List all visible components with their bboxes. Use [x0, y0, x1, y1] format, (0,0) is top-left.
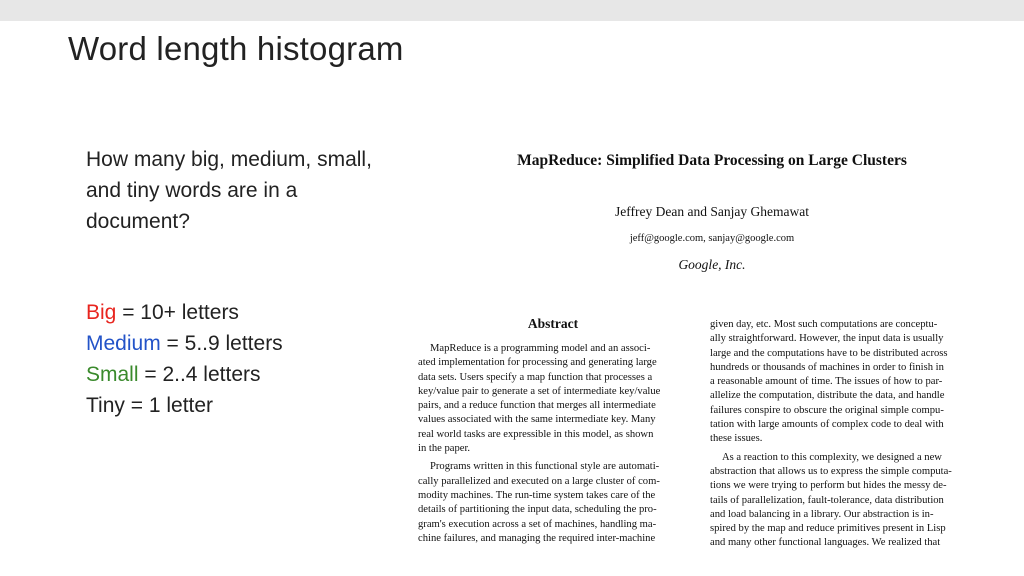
definition-small — [86, 359, 283, 390]
definition-medium-value: = 5..9 letters — [160, 332, 283, 355]
paper-line: large and the computations have to be distributed across — [710, 347, 948, 359]
paper-excerpt-image — [412, 144, 992, 556]
paper-line: abstraction that allows us to express the simple computa- — [710, 465, 952, 477]
paper-emails: jeff@google.com, sanjay@google.com — [629, 233, 795, 244]
paper-line: spired by the map and reduce primitives present in Lisp — [710, 523, 946, 535]
paper-line: ally straightforward. However, the input data is usually — [710, 333, 944, 345]
definition-tiny-value: = 1 letter — [124, 394, 214, 417]
definition-tiny-label: Tiny — [86, 394, 125, 417]
paper-line: modity machines. The run-time system takes care of the — [418, 489, 656, 501]
paper-line: allelize the computation, distribute the data, and handle — [710, 390, 945, 402]
abstract-heading: Abstract — [527, 316, 579, 331]
paper-line: values associated with the same intermediate key. Many — [418, 414, 656, 426]
paper-line: chine failures, and managing the required inter-machine — [418, 532, 656, 544]
paper-line: gram's execution across a set of machines, handling ma- — [418, 518, 657, 530]
size-definitions — [86, 297, 283, 421]
paper-line: and many other functional languages. We realized that — [710, 537, 941, 549]
paper-line: a reasonable amount of time. The issues of how to par- — [710, 376, 943, 388]
definition-small-value: = 2..4 letters — [138, 363, 261, 386]
top-bar — [0, 0, 1024, 21]
paper-line: tails of parallelization, fault-tolerance, data distribution — [710, 494, 944, 506]
paper-line: Programs written in this functional style are automati- — [430, 461, 660, 473]
abstract-right-column — [710, 318, 982, 551]
paper-line: pairs, and a reduce function that merges all intermediate — [418, 400, 656, 412]
paper-title: MapReduce: Simplified Data Processing on Large Clusters — [517, 152, 907, 169]
paper-line: given day, etc. Most such computations are conceptu- — [710, 319, 938, 330]
slide-title: Word length histogram — [68, 30, 404, 67]
paper-institution: Google, Inc. — [678, 257, 746, 272]
paper-line: hundreds or thousands of machines in order to finish in — [710, 361, 944, 373]
paper-line: real world tasks are expressible in this model, as shown — [418, 428, 654, 440]
paper-line: these issues. — [710, 433, 763, 445]
definition-medium — [86, 328, 283, 359]
definition-big — [86, 297, 283, 328]
paper-line: tions we were trying to perform but hides the messy de- — [710, 480, 947, 492]
question-text: How many big, medium, small, and tiny words are in a document? — [86, 148, 372, 233]
paper-line: in the paper. — [418, 443, 471, 455]
paper-authors: Jeffrey Dean and Sanjay Ghemawat — [615, 204, 809, 219]
paper-line: As a reaction to this complexity, we designed a new — [722, 451, 942, 463]
paper-line: details of partitioning the input data, scheduling the pro- — [418, 504, 657, 516]
paper-line: failures conspire to obscure the original simple compu- — [710, 404, 944, 416]
definition-big-label: Big — [86, 301, 117, 324]
definition-tiny — [86, 390, 283, 421]
definition-big-value: = 10+ letters — [116, 301, 239, 324]
paper-line: key/value pair to generate a set of intermediate key/value — [418, 385, 661, 397]
paper-line: MapReduce is a programming model and an associ- — [430, 343, 651, 354]
paper-line: data sets. Users specify a map function that processes a — [418, 371, 653, 383]
definition-medium-label: Medium — [86, 332, 161, 355]
paper-line: and load balancing in a library. Our abstraction is in- — [710, 508, 934, 520]
paper-line: cally parallelized and executed on a large cluster of com- — [418, 475, 660, 487]
paper-line: ated implementation for processing and generating large — [418, 357, 657, 369]
abstract-left-column — [418, 342, 690, 546]
definition-small-label: Small — [86, 363, 139, 386]
paper-line: tation with large amounts of complex code to deal with — [710, 419, 944, 431]
